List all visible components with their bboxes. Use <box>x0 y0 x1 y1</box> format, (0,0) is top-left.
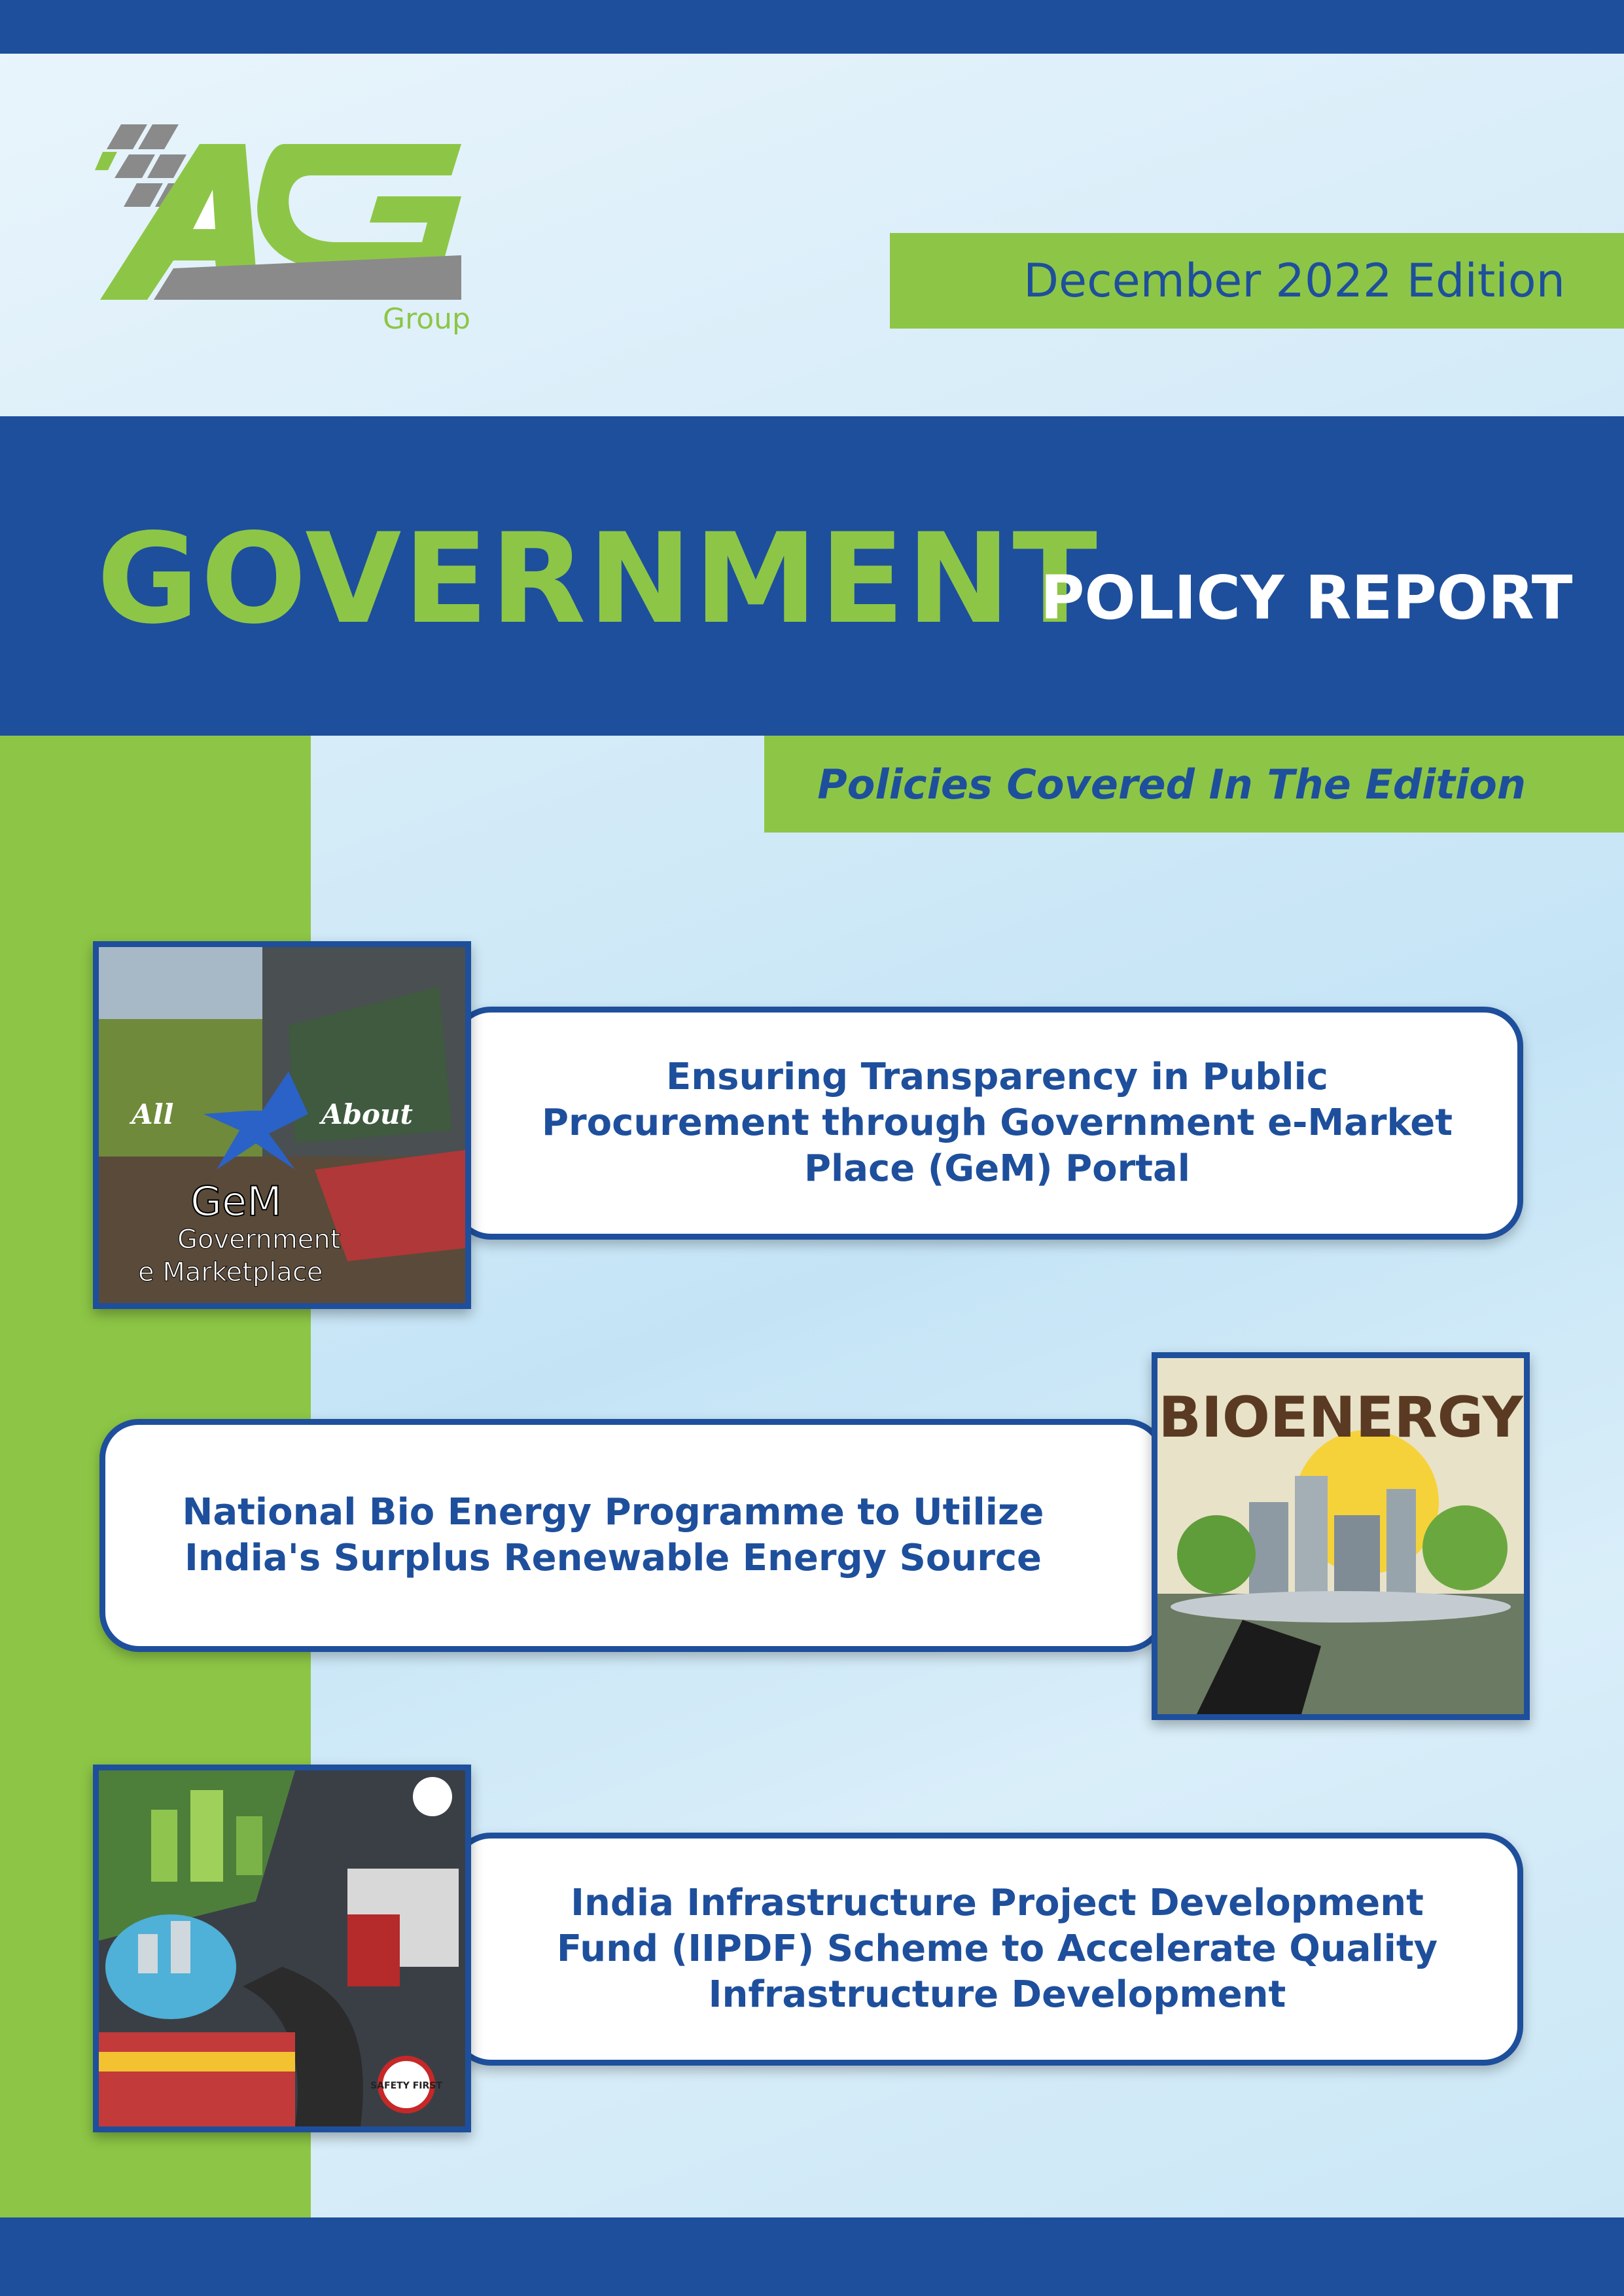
policy-line: India Infrastructure Project Development <box>571 1882 1424 1924</box>
title-government: GOVERNMENT <box>97 507 1100 651</box>
title-policy-report: POLICY REPORT <box>1040 563 1573 633</box>
safety-first-sign-text: SAFETY FIRST <box>370 2081 442 2091</box>
top-bar <box>0 0 1624 54</box>
policy-line: Ensuring Transparency in Public <box>666 1056 1328 1098</box>
bottom-bar <box>0 2217 1624 2296</box>
policies-covered-label: Policies Covered In The Edition <box>817 760 1526 808</box>
gem-portal-image <box>93 941 471 1309</box>
edition-text: December 2022 Edition <box>1023 254 1565 308</box>
policy-line: Fund (IIPDF) Scheme to Accelerate Quality <box>556 1928 1438 1970</box>
policy-card-iipdf[interactable] <box>451 1833 1523 2066</box>
infrastructure-image <box>93 1765 471 2132</box>
policy-card-bioenergy[interactable] <box>99 1419 1166 1652</box>
gem-all-text: All <box>132 1098 174 1130</box>
bioenergy-title-text: BIOENERGY <box>1158 1385 1523 1450</box>
policy-line: National Bio Energy Programme to Utilize <box>182 1491 1044 1534</box>
policy-line: India's Surplus Renewable Energy Source <box>184 1537 1042 1579</box>
gem-marketplace-text: e Marketplace <box>138 1257 323 1287</box>
ag-group-logo <box>95 118 474 340</box>
gem-title-text: GeM <box>190 1177 282 1225</box>
gem-government-text: Government <box>177 1225 341 1255</box>
policy-line: Procurement through Government e-Market <box>541 1102 1453 1144</box>
policy-card-gem[interactable] <box>451 1007 1523 1240</box>
policy-line: Place (GeM) Portal <box>804 1147 1190 1190</box>
edition-badge <box>890 233 1624 329</box>
gem-about-text: About <box>321 1098 413 1130</box>
policies-covered-banner <box>764 736 1624 833</box>
logo-group-text: Group <box>383 302 470 336</box>
policy-line: Infrastructure Development <box>708 1973 1286 2016</box>
bioenergy-image <box>1152 1352 1530 1720</box>
